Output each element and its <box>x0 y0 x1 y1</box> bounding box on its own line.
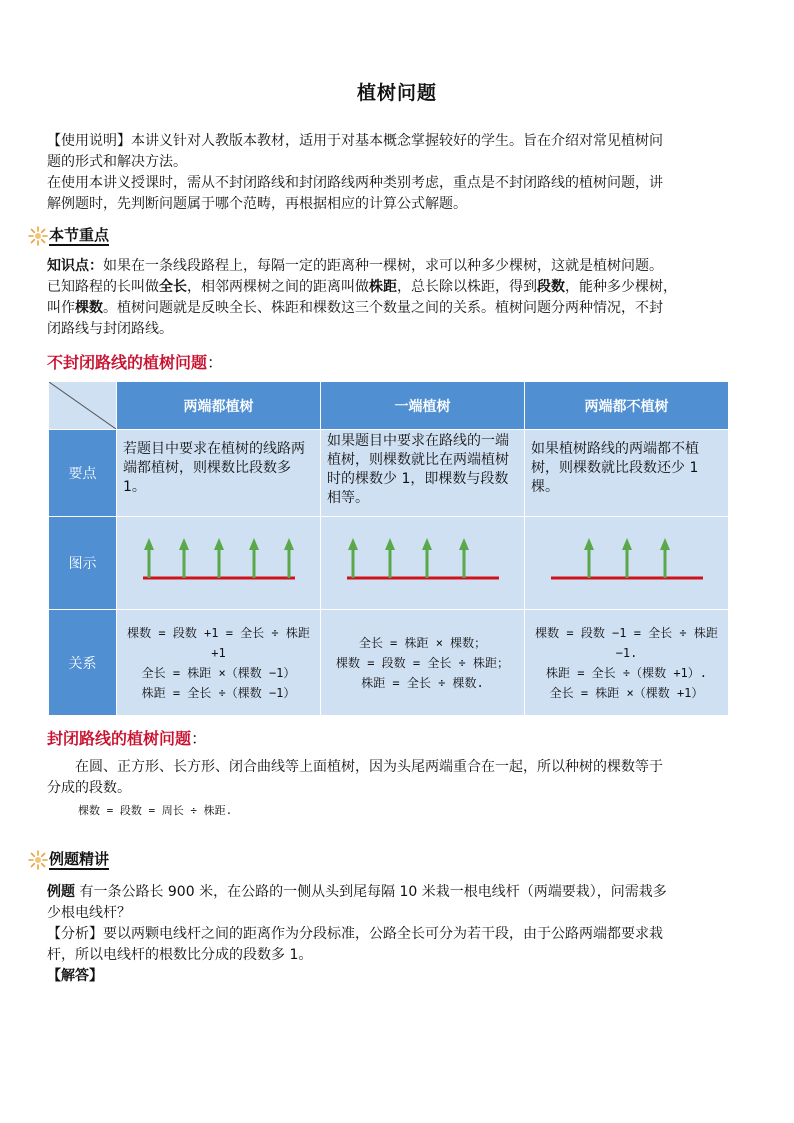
relation-line: 株距 = 全长 ÷（棵数 +1）. <box>545 665 708 680</box>
knowledge-text: 已知路程的长叫做 <box>47 279 159 295</box>
key-point-cell: 如果植树路线的两端都不植树，则棵数就比段数还少 1 棵。 <box>525 430 729 517</box>
knowledge-text: 叫作 <box>47 300 75 316</box>
diagonal-line <box>49 382 116 429</box>
example-text: 有一条公路长 900 米，在公路的一侧从头到尾每隔 10 米栽一根电线杆（两端要栽），问需栽多 <box>75 884 667 900</box>
tree-icon <box>385 538 395 578</box>
knowledge-text: ，相邻两棵树之间的距离叫做 <box>187 279 369 295</box>
analysis-text: 【分析】要以两颗电线杆之间的距离作为分段标准，公路全长可分为若干段，由于公路两端都要求栽 <box>47 926 663 942</box>
tree-diagram <box>537 536 717 586</box>
closed-route-formula: 棵数 = 段数 = 周长 ÷ 株距. <box>78 804 233 817</box>
knowledge-label: 知识点： <box>47 258 103 274</box>
tree-icon <box>622 538 632 578</box>
analysis-text: 杆，所以电线杆的根数比分成的段数多 1。 <box>47 947 313 963</box>
closed-route-heading <box>47 726 207 749</box>
relation-line: 棵数 = 段数 +1 = 全长 ÷ 株距 <box>127 625 310 640</box>
term-tree-count: 棵数 <box>75 300 103 316</box>
usage-line: 在使用本讲义授课时，需从不封闭路线和封闭路线两种类别考虑，重点是不封闭路线的植树问题，讲 <box>47 175 663 191</box>
relation-line: 株距 = 全长 ÷（棵数 −1） <box>141 685 296 700</box>
example-text: 少根电线杆？ <box>47 905 131 921</box>
column-header-one-end: 一端植树 <box>321 382 525 430</box>
closed-route-line: 在圆、正方形、长方形、闭合曲线等上面植树，因为头尾两端重合在一起，所以种树的棵数等于 <box>75 759 663 775</box>
sun-icon <box>27 849 49 871</box>
tree-icon <box>459 538 469 578</box>
column-header-both-ends: 两端都植树 <box>117 382 321 430</box>
key-point-cell: 若题目中要求在植树的线路两端都植树，则棵数比段数多 1。 <box>117 430 321 517</box>
open-route-title: 不封闭路线的植树问题 <box>47 353 208 372</box>
relation-cell <box>525 610 729 716</box>
diagram-cell <box>321 517 525 610</box>
sun-icon <box>27 225 49 247</box>
relation-line: 株距 = 全长 ÷ 棵数. <box>361 675 484 690</box>
page-title: 植树问题 <box>356 82 437 104</box>
key-point-cell: 如果题目中要求在路线的一端植树，则棵数就比在两端植树时的棵数少 1，即棵数与段数相等。 <box>321 430 525 517</box>
relation-line: 全长 = 株距 ×（棵数 +1） <box>549 685 704 700</box>
knowledge-text: ，能种多少棵树， <box>565 279 677 295</box>
tree-icon <box>144 538 154 578</box>
relation-line: 全长 = 株距 ×（棵数 −1） <box>141 665 296 680</box>
tree-icon <box>284 538 294 578</box>
row-header-diagram: 图示 <box>49 517 117 610</box>
relation-line: 棵数 = 段数 = 全长 ÷ 株距； <box>335 655 510 670</box>
usage-line: 题的形式和解决方法。 <box>47 154 187 170</box>
usage-line: 【使用说明】本讲义针对人教版本教材，适用于对基本概念掌握较好的学生。旨在介绍对常见植树问 <box>47 133 663 149</box>
relation-cell <box>321 610 525 716</box>
diagram-cell <box>525 517 729 610</box>
column-header-no-ends: 两端都不植树 <box>525 382 729 430</box>
closed-route-line: 分成的段数。 <box>47 780 131 796</box>
knowledge-text: 如果在一条线段路程上，每隔一定的距离种一棵树，求可以种多少棵树，这就是植树问题。 <box>103 258 663 274</box>
relation-line: 棵数 = 段数 −1 = 全长 ÷ 株距 <box>535 625 718 640</box>
relation-line: 全长 = 株距 × 棵数； <box>358 635 487 650</box>
relation-line: +1 <box>211 645 226 660</box>
section-heading-examples <box>27 849 109 871</box>
term-spacing: 株距 <box>369 279 397 295</box>
knowledge-text: ，总长除以株距，得到 <box>397 279 537 295</box>
tree-planting-table <box>48 381 729 716</box>
diagram-cell <box>117 517 321 610</box>
row-header-relation: 关系 <box>49 610 117 716</box>
knowledge-text: 闭路线与封闭路线。 <box>47 321 173 337</box>
tree-icon <box>348 538 358 578</box>
section-heading-key-points <box>27 225 109 247</box>
usage-line: 解例题时，先判断问题属于哪个范畴，再根据相应的计算公式解题。 <box>47 196 467 212</box>
usage-notes <box>47 131 757 215</box>
tree-diagram <box>129 536 309 586</box>
tree-icon <box>249 538 259 578</box>
row-header-key-points: 要点 <box>49 430 117 517</box>
knowledge-text: 。植树问题就是反映全长、株距和棵数这三个数量之间的关系。植树问题分两种情况，不封 <box>103 300 663 316</box>
section-title: 本节重点 <box>49 226 110 244</box>
term-segments: 段数 <box>537 279 565 295</box>
heading-colon: ： <box>191 729 208 748</box>
closed-route-title: 封闭路线的植树问题 <box>47 729 192 748</box>
example-label: 例题 <box>47 884 75 900</box>
knowledge-point <box>47 256 757 340</box>
tree-diagram <box>333 536 513 586</box>
section-title: 例题精讲 <box>49 850 110 868</box>
example-block <box>47 882 757 987</box>
tree-icon <box>214 538 224 578</box>
relation-cell <box>117 610 321 716</box>
heading-colon: ： <box>207 353 224 372</box>
relation-line: −1. <box>615 645 638 660</box>
closed-route-text <box>47 757 757 799</box>
table-corner <box>49 382 117 430</box>
tree-icon <box>422 538 432 578</box>
tree-icon <box>660 538 670 578</box>
answer-label: 【解答】 <box>47 968 103 984</box>
term-total-length: 全长 <box>159 279 187 295</box>
tree-icon <box>179 538 189 578</box>
open-route-heading <box>47 350 223 373</box>
tree-icon <box>584 538 594 578</box>
